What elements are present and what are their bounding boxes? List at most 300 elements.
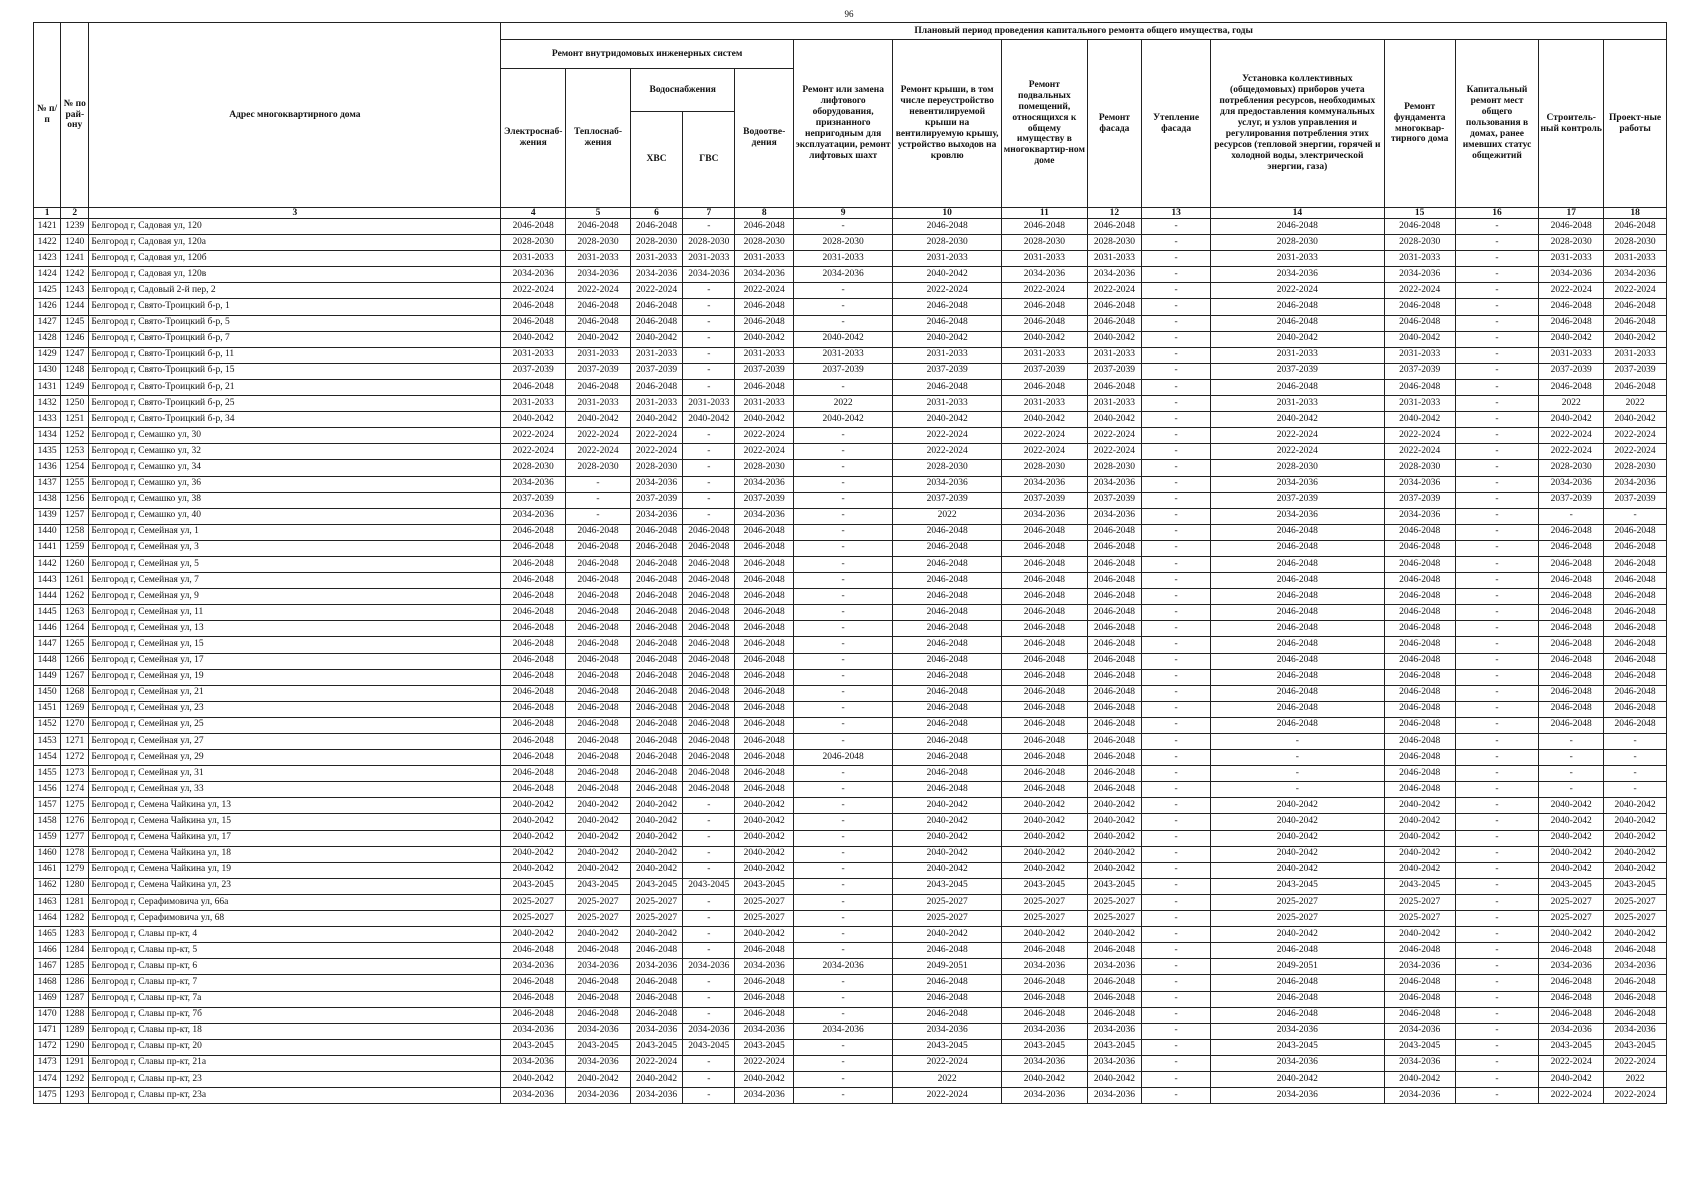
table-cell: - (1142, 911, 1211, 927)
table-cell: 2025-2027 (1384, 911, 1455, 927)
address-cell: Белгород г, Семейная ул, 23 (89, 701, 501, 717)
table-cell: 2046-2048 (893, 669, 1002, 685)
table-cell: 2046-2048 (1384, 653, 1455, 669)
table-cell: 2037-2039 (793, 363, 892, 379)
table-cell: 2046-2048 (1087, 524, 1141, 540)
table-cell: 2046-2048 (566, 766, 631, 782)
table-cell: - (793, 219, 892, 235)
table-cell: 2046-2048 (630, 1007, 682, 1023)
table-cell: 2046-2048 (735, 315, 794, 331)
table-cell: 2046-2048 (630, 379, 682, 395)
table-cell: 2046-2048 (735, 653, 794, 669)
table-cell: 2046-2048 (1002, 701, 1088, 717)
table-cell: 2022-2024 (735, 428, 794, 444)
table-cell: 2043-2045 (566, 878, 631, 894)
table-cell: - (683, 830, 735, 846)
table-cell: 2046-2048 (1211, 540, 1385, 556)
table-cell: 2034-2036 (566, 1055, 631, 1071)
table-cell: 2028-2030 (1211, 460, 1385, 476)
table-cell: 1443 (34, 573, 61, 589)
table-cell: 2046-2048 (1604, 717, 1667, 733)
table-cell: 1424 (34, 267, 61, 283)
table-cell: 2040-2042 (893, 267, 1002, 283)
table-cell: 2034-2036 (735, 1088, 794, 1104)
table-cell: 2046-2048 (1604, 943, 1667, 959)
table-cell: 2040-2042 (501, 412, 566, 428)
table-cell: - (1455, 814, 1539, 830)
table-cell: 2034-2036 (1539, 476, 1604, 492)
address-cell: Белгород г, Славы пр-кт, 21а (89, 1055, 501, 1071)
roof-header: Ремонт крыши, в том числе переустройство невентилируемой крыши на вентилируемую крышу, устройство выходов на кровлю (893, 40, 1002, 208)
table-cell: 2046-2048 (1539, 299, 1604, 315)
table-cell: - (683, 379, 735, 395)
table-cell: 2040-2042 (683, 412, 735, 428)
address-cell: Белгород г, Серафимовича ул, 66а (89, 894, 501, 910)
table-cell: 1456 (34, 782, 61, 798)
address-cell: Белгород г, Семашко ул, 38 (89, 492, 501, 508)
table-cell: 2037-2039 (1384, 363, 1455, 379)
table-cell: - (1142, 605, 1211, 621)
table-cell: 2046-2048 (683, 782, 735, 798)
table-cell: 2046-2048 (893, 782, 1002, 798)
table-cell: 2022-2024 (501, 444, 566, 460)
table-cell: 2046-2048 (1604, 556, 1667, 572)
table-cell: 2046-2048 (1604, 379, 1667, 395)
column-number: 11 (1002, 208, 1088, 219)
table-cell: 2040-2042 (566, 814, 631, 830)
table-cell: 2031-2033 (793, 347, 892, 363)
table-cell: 2046-2048 (630, 734, 682, 750)
table-cell: 1441 (34, 540, 61, 556)
table-cell: 2046-2048 (735, 975, 794, 991)
table-cell: 1436 (34, 460, 61, 476)
table-cell: 2037-2039 (1087, 363, 1141, 379)
table-cell: 2046-2048 (1087, 379, 1141, 395)
table-cell: 2037-2039 (630, 363, 682, 379)
table-cell: 2034-2036 (1087, 267, 1141, 283)
table-cell: - (683, 894, 735, 910)
table-cell: 2043-2045 (630, 1039, 682, 1055)
table-cell: 2046-2048 (1604, 653, 1667, 669)
dormitory-header: Капитальный ремонт мест общего пользования в домах, ранее имевших статус общежитий (1455, 40, 1539, 208)
table-cell: 2034-2036 (1087, 1088, 1141, 1104)
table-cell: 2022-2024 (1604, 283, 1667, 299)
table-cell: 2040-2042 (1087, 927, 1141, 943)
table-cell: 2022 (793, 396, 892, 412)
table-cell: 2031-2033 (793, 251, 892, 267)
address-cell: Белгород г, Семейная ул, 25 (89, 717, 501, 733)
table-cell: 2040-2042 (566, 1071, 631, 1087)
table-cell: 2043-2045 (1384, 878, 1455, 894)
table-cell: - (1142, 782, 1211, 798)
table-cell: 2022-2024 (1211, 283, 1385, 299)
table-cell: 2046-2048 (630, 717, 682, 733)
table-cell: - (793, 830, 892, 846)
table-cell: 1428 (34, 331, 61, 347)
table-cell: 2040-2042 (1087, 862, 1141, 878)
table-cell: - (1142, 750, 1211, 766)
table-row (34, 589, 1667, 605)
address-cell: Белгород г, Семена Чайкина ул, 18 (89, 846, 501, 862)
table-cell: - (1455, 927, 1539, 943)
col-district-no-header: № по рай-ону (61, 23, 89, 208)
column-number: 7 (683, 208, 735, 219)
table-cell: 2040-2042 (1087, 1071, 1141, 1087)
table-cell: 2046-2048 (683, 669, 735, 685)
table-cell: - (793, 653, 892, 669)
table-row (34, 251, 1667, 267)
table-cell: 2043-2045 (1604, 878, 1667, 894)
table-cell: 2046-2048 (501, 717, 566, 733)
table-cell: 2040-2042 (1604, 846, 1667, 862)
address-cell: Белгород г, Семена Чайкина ул, 23 (89, 878, 501, 894)
table-cell: 2046-2048 (566, 1007, 631, 1023)
table-cell: 2034-2036 (1384, 476, 1455, 492)
table-cell: 2040-2042 (630, 798, 682, 814)
table-cell: 2046-2048 (1087, 573, 1141, 589)
table-cell: 2046-2048 (1604, 524, 1667, 540)
table-cell: 2046-2048 (1539, 556, 1604, 572)
table-cell: - (793, 283, 892, 299)
table-cell: 2031-2033 (501, 347, 566, 363)
address-cell: Белгород г, Семейная ул, 21 (89, 685, 501, 701)
table-cell: 1255 (61, 476, 89, 492)
table-cell: - (1455, 556, 1539, 572)
table-cell: 2046-2048 (893, 653, 1002, 669)
table-cell: 2040-2042 (566, 798, 631, 814)
table-cell: 2046-2048 (566, 991, 631, 1007)
table-cell: 2034-2036 (630, 1023, 682, 1039)
table-cell: 2025-2027 (893, 911, 1002, 927)
table-cell: 2025-2027 (735, 911, 794, 927)
table-cell: 2040-2042 (1211, 412, 1385, 428)
table-cell: 2040-2042 (1384, 862, 1455, 878)
table-cell: 2031-2033 (566, 347, 631, 363)
table-cell: 1245 (61, 315, 89, 331)
table-cell: 2040-2042 (1002, 862, 1088, 878)
table-row (34, 862, 1667, 878)
column-number: 1 (34, 208, 61, 219)
table-row (34, 653, 1667, 669)
table-cell: 2046-2048 (1539, 315, 1604, 331)
table-cell: 2040-2042 (1211, 830, 1385, 846)
table-cell: - (1142, 540, 1211, 556)
table-cell: 2046-2048 (1002, 605, 1088, 621)
table-cell: 2031-2033 (630, 251, 682, 267)
table-cell: 2046-2048 (1384, 669, 1455, 685)
table-cell: - (1455, 830, 1539, 846)
table-cell: 2046-2048 (1087, 315, 1141, 331)
table-cell: 2022-2024 (1384, 283, 1455, 299)
address-cell: Белгород г, Семейная ул, 7 (89, 573, 501, 589)
table-cell: - (1142, 524, 1211, 540)
table-cell: 2031-2033 (893, 396, 1002, 412)
table-cell: 1239 (61, 219, 89, 235)
table-row (34, 911, 1667, 927)
table-cell: 2046-2048 (1002, 991, 1088, 1007)
table-cell: 1277 (61, 830, 89, 846)
table-cell: - (1142, 235, 1211, 251)
table-cell: 1289 (61, 1023, 89, 1039)
table-cell: 2046-2048 (501, 669, 566, 685)
table-cell: 2028-2030 (1539, 235, 1604, 251)
table-cell: - (1142, 637, 1211, 653)
table-cell: 2022-2024 (1087, 428, 1141, 444)
table-cell: 2022-2024 (1539, 283, 1604, 299)
table-cell: - (1455, 299, 1539, 315)
table-cell: 1246 (61, 331, 89, 347)
table-row (34, 331, 1667, 347)
table-cell: 1285 (61, 959, 89, 975)
engineering-systems-header: Ремонт внутридомовых инженерных систем (501, 40, 794, 69)
table-cell: 2025-2027 (1087, 911, 1141, 927)
table-cell: 2034-2036 (501, 267, 566, 283)
table-row (34, 782, 1667, 798)
table-cell: 2046-2048 (566, 701, 631, 717)
table-cell: - (1142, 653, 1211, 669)
table-cell: 2022-2024 (1384, 444, 1455, 460)
table-cell: 2034-2036 (683, 267, 735, 283)
address-cell: Белгород г, Славы пр-кт, 20 (89, 1039, 501, 1055)
table-row (34, 556, 1667, 572)
table-cell: 2046-2048 (1211, 524, 1385, 540)
table-cell: 2046-2048 (1211, 637, 1385, 653)
table-cell: 2043-2045 (630, 878, 682, 894)
table-cell: 2028-2030 (566, 235, 631, 251)
table-cell: 2046-2048 (1384, 315, 1455, 331)
column-number: 16 (1455, 208, 1539, 219)
table-cell: - (1142, 460, 1211, 476)
table-cell: 2046-2048 (793, 750, 892, 766)
table-row (34, 605, 1667, 621)
table-cell: - (1142, 315, 1211, 331)
table-cell: 2034-2036 (1211, 1023, 1385, 1039)
table-cell: 1267 (61, 669, 89, 685)
table-cell: - (1455, 283, 1539, 299)
table-row (34, 476, 1667, 492)
table-cell: 2040-2042 (566, 927, 631, 943)
table-cell: 2022-2024 (893, 428, 1002, 444)
table-cell: 1445 (34, 605, 61, 621)
table-row (34, 830, 1667, 846)
table-cell: - (1455, 331, 1539, 347)
table-cell: 2034-2036 (1384, 267, 1455, 283)
table-cell: - (1455, 605, 1539, 621)
table-cell: 2046-2048 (893, 219, 1002, 235)
table-row (34, 750, 1667, 766)
table-cell: 2046-2048 (630, 299, 682, 315)
table-cell: 1290 (61, 1039, 89, 1055)
table-row (34, 685, 1667, 701)
table-cell: 2046-2048 (1087, 1007, 1141, 1023)
table-cell: - (1142, 991, 1211, 1007)
table-cell: - (1455, 1023, 1539, 1039)
table-cell: 2046-2048 (1002, 782, 1088, 798)
table-cell: 2031-2033 (1211, 396, 1385, 412)
table-cell: - (1539, 508, 1604, 524)
table-cell: 1440 (34, 524, 61, 540)
table-cell: 2031-2033 (630, 347, 682, 363)
table-cell: 2046-2048 (566, 782, 631, 798)
table-cell: 2046-2048 (1087, 701, 1141, 717)
table-cell: - (1455, 379, 1539, 395)
table-row (34, 814, 1667, 830)
table-row (34, 412, 1667, 428)
table-cell: - (1455, 750, 1539, 766)
table-row (34, 766, 1667, 782)
table-cell: - (793, 1055, 892, 1071)
table-cell: 2022-2024 (630, 283, 682, 299)
address-cell: Белгород г, Садовая ул, 120 (89, 219, 501, 235)
table-cell: 2025-2027 (1539, 911, 1604, 927)
table-cell: 2046-2048 (1087, 991, 1141, 1007)
table-cell: 2028-2030 (1604, 235, 1667, 251)
table-cell: 2046-2048 (1384, 782, 1455, 798)
table-cell: 1439 (34, 508, 61, 524)
table-cell: 1468 (34, 975, 61, 991)
table-cell: 2046-2048 (566, 573, 631, 589)
table-cell: 2022-2024 (1384, 428, 1455, 444)
table-cell: 1469 (34, 991, 61, 1007)
table-cell: 2046-2048 (501, 605, 566, 621)
table-cell: 1450 (34, 685, 61, 701)
table-cell: 2040-2042 (501, 846, 566, 862)
table-cell: 2046-2048 (735, 782, 794, 798)
table-cell: 2049-2051 (1211, 959, 1385, 975)
table-cell: 2046-2048 (1539, 991, 1604, 1007)
table-row (34, 235, 1667, 251)
table-row (34, 669, 1667, 685)
table-cell: - (1142, 798, 1211, 814)
address-cell: Белгород г, Свято-Троицкий б-р, 15 (89, 363, 501, 379)
table-cell: - (793, 1007, 892, 1023)
table-cell: 2046-2048 (1539, 573, 1604, 589)
table-cell: - (793, 814, 892, 830)
table-cell: 2046-2048 (735, 701, 794, 717)
table-cell: 2046-2048 (566, 734, 631, 750)
column-number-row (34, 208, 1667, 219)
table-cell: 2034-2036 (1087, 959, 1141, 975)
page-number: 96 (844, 9, 854, 19)
table-cell: 2046-2048 (566, 589, 631, 605)
table-cell: 2046-2048 (630, 750, 682, 766)
table-cell: - (1455, 991, 1539, 1007)
table-cell: 2022-2024 (501, 283, 566, 299)
table-cell: 2046-2048 (501, 556, 566, 572)
table-cell: 2046-2048 (630, 766, 682, 782)
table-cell: 2040-2042 (893, 830, 1002, 846)
table-cell: 2046-2048 (1384, 685, 1455, 701)
table-cell: 2046-2048 (893, 621, 1002, 637)
table-cell: 2046-2048 (683, 685, 735, 701)
table-cell: 2031-2033 (683, 251, 735, 267)
table-cell: 1274 (61, 782, 89, 798)
table-cell: 2040-2042 (1539, 1071, 1604, 1087)
table-cell: 1473 (34, 1055, 61, 1071)
table-cell: 2040-2042 (566, 846, 631, 862)
table-cell: 2046-2048 (683, 621, 735, 637)
table-cell: 2040-2042 (501, 798, 566, 814)
column-number: 13 (1142, 208, 1211, 219)
table-cell: 1455 (34, 766, 61, 782)
address-cell: Белгород г, Славы пр-кт, 18 (89, 1023, 501, 1039)
table-cell: 1288 (61, 1007, 89, 1023)
table-cell: 2046-2048 (1384, 701, 1455, 717)
table-cell: 2025-2027 (1211, 894, 1385, 910)
table-cell: 1281 (61, 894, 89, 910)
table-cell: 1268 (61, 685, 89, 701)
table-cell: 1432 (34, 396, 61, 412)
address-cell: Белгород г, Свято-Троицкий б-р, 7 (89, 331, 501, 347)
table-cell: 2034-2036 (1002, 1055, 1088, 1071)
table-cell: - (683, 1055, 735, 1071)
table-cell: - (793, 878, 892, 894)
table-cell: - (793, 476, 892, 492)
table-cell: 1451 (34, 701, 61, 717)
table-cell: 2040-2042 (1384, 846, 1455, 862)
table-cell: 2040-2042 (1604, 412, 1667, 428)
table-cell: - (1604, 766, 1667, 782)
table-cell: 2022 (1604, 396, 1667, 412)
table-cell: 2037-2039 (1002, 363, 1088, 379)
table-cell: 2046-2048 (501, 653, 566, 669)
table-cell: 2046-2048 (893, 589, 1002, 605)
table-cell: 2046-2048 (501, 540, 566, 556)
table-cell: - (1455, 235, 1539, 251)
table-cell: - (1455, 412, 1539, 428)
table-cell: 2034-2036 (683, 1023, 735, 1039)
table-cell: 2031-2033 (1604, 251, 1667, 267)
table-cell: - (1455, 911, 1539, 927)
table-cell: 2028-2030 (1087, 460, 1141, 476)
table-cell: 2046-2048 (1384, 573, 1455, 589)
table-cell: 2046-2048 (893, 540, 1002, 556)
table-row (34, 460, 1667, 476)
table-cell: 2040-2042 (1539, 927, 1604, 943)
table-cell: 2022-2024 (1604, 428, 1667, 444)
table-cell: 2040-2042 (1384, 412, 1455, 428)
table-cell: 2028-2030 (1002, 235, 1088, 251)
address-cell: Белгород г, Семена Чайкина ул, 19 (89, 862, 501, 878)
table-cell: - (1455, 621, 1539, 637)
table-cell: 2046-2048 (1384, 766, 1455, 782)
table-cell: 2046-2048 (1002, 685, 1088, 701)
table-cell: 2046-2048 (683, 573, 735, 589)
address-cell: Белгород г, Семейная ул, 19 (89, 669, 501, 685)
table-cell: 1265 (61, 637, 89, 653)
table-cell: 1243 (61, 283, 89, 299)
address-cell: Белгород г, Семена Чайкина ул, 15 (89, 814, 501, 830)
table-cell: 2046-2048 (683, 701, 735, 717)
table-cell: 2025-2027 (630, 894, 682, 910)
table-cell: 2046-2048 (1539, 975, 1604, 991)
table-row (34, 959, 1667, 975)
meters-header: Установка коллективных (общедомовых) приборов учета потребления ресурсов, необходимых для предоставления коммунальных услуг, и узлов управления и регулирования потребления этих ресурсов (тепловой энергии, горячей и холодной воды, электрической энергии, газа) (1211, 40, 1385, 208)
table-cell: 2046-2048 (501, 701, 566, 717)
table-cell: 2046-2048 (735, 1007, 794, 1023)
table-cell: 2040-2042 (1211, 798, 1385, 814)
table-cell: 2037-2039 (893, 492, 1002, 508)
hot-water-header: ГВС (683, 112, 735, 208)
table-cell: 2022-2024 (1604, 444, 1667, 460)
table-cell: 2028-2030 (683, 235, 735, 251)
table-cell: - (1142, 943, 1211, 959)
table-cell: 2040-2042 (1002, 814, 1088, 830)
table-cell: 2046-2048 (1211, 605, 1385, 621)
construction-control-header: Строитель-ный контроль (1539, 40, 1604, 208)
table-cell: 2046-2048 (1604, 991, 1667, 1007)
table-cell: 2043-2045 (1539, 1039, 1604, 1055)
